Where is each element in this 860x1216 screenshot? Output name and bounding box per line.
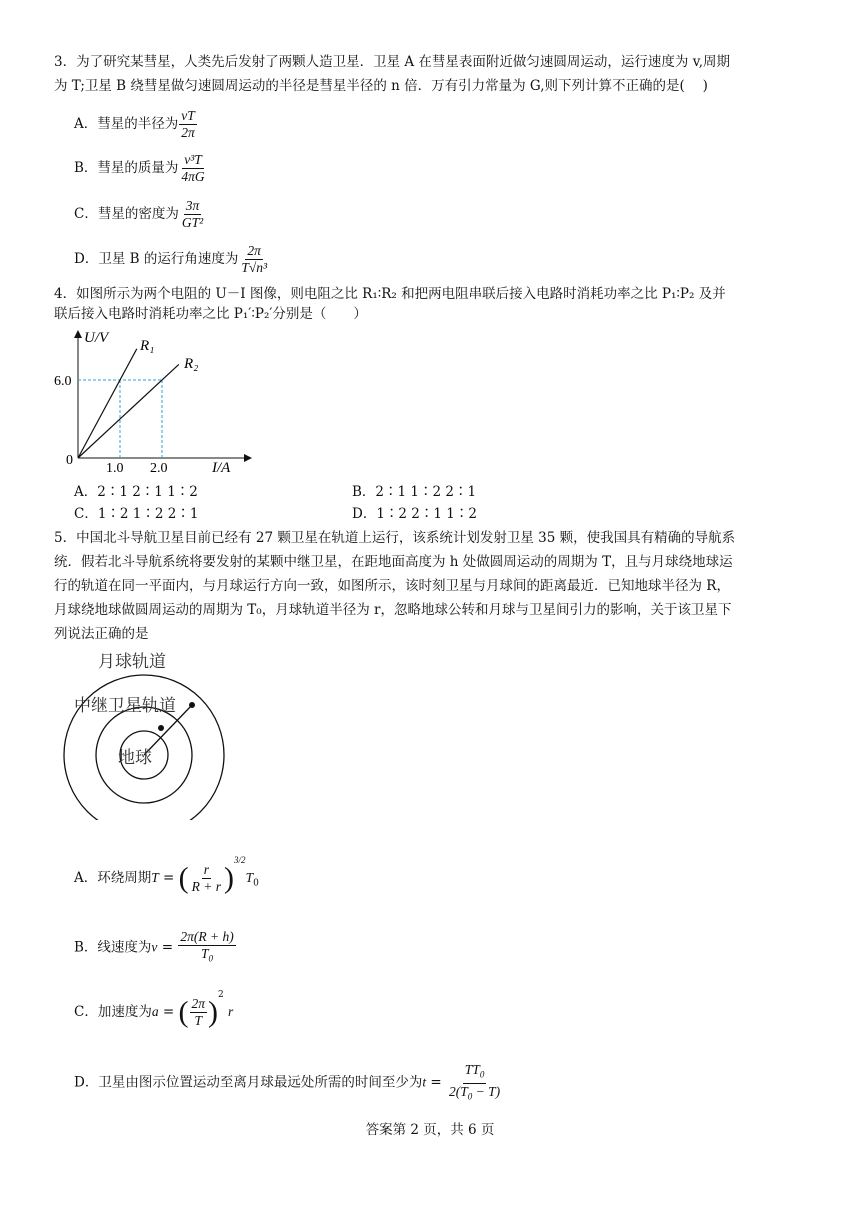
- q3-option-c: C．彗星的密度为 $\frac{3\pi}{\text{GT²}}$: [74, 198, 204, 230]
- r2-line: [78, 364, 179, 458]
- q4-option-d: D．1∶2 2∶1 1∶2: [352, 506, 477, 522]
- relay-satellite: [158, 725, 164, 731]
- q3-option-d: D．卫星 B 的运行角速度为 $\frac{2\pi}{\text{T√n³}}$: [74, 243, 268, 275]
- x-axis-label: I/A: [212, 460, 231, 476]
- q4-option-b: B．2∶1 1∶2 2∶1: [352, 484, 477, 500]
- q4-stem-line1: 4．如图所示为两个电阻的 U－I 图像，则电阻之比 R₁∶R₂ 和把两电阻串联后接入电路时消耗功率之比 P₁∶P₂ 及并: [54, 286, 726, 302]
- origin-label: 0: [66, 453, 73, 468]
- orbit-diagram: [54, 645, 234, 820]
- page-footer: 答案第 2 页，共 6 页: [365, 1122, 495, 1138]
- q4-stem-line2: 联后接入电路时消耗功率之比 P₁′∶P₂′分别是（ ）: [54, 306, 367, 322]
- x-tick-2: 2.0: [150, 461, 168, 476]
- q5-stem-line5: 列说法正确的是: [54, 626, 149, 642]
- q5-stem-line3: 行的轨道在同一平面内，与月球运行方向一致，如图所示，该时刻卫星与月球间的距离最近．已知地球半径为 R，: [54, 578, 730, 594]
- q5-stem-line1: 5．中国北斗导航卫星目前已经有 27 颗卫星在轨道上运行，该系统计划发射卫星 35 颗，使我国具有精确的导航系: [54, 530, 736, 546]
- y-axis-label: U/V: [84, 330, 109, 346]
- r2-label: R₂: [184, 356, 199, 372]
- q5-option-d: D．卫星由图示位置运动至离月球最远处所需的时间至少为t = $\frac{TT_0}{2(T_0 - T)}$: [74, 1062, 501, 1102]
- q3-stem-line1: 3．为了研究某彗星，人类先后发射了两颗人造卫星．卫星 A 在彗星表面附近做匀速圆周运动，运行速度为 v,周期: [54, 54, 731, 70]
- r1-line: [78, 349, 137, 458]
- q4-option-a: A．2∶1 2∶1 1∶2: [74, 484, 198, 500]
- ui-graph: [54, 326, 254, 476]
- q5-stem-line2: 统．假若北斗导航系统将要发射的某颗中继卫星，在距地面高度为 h 处做圆周运动的周期为 T，且与月球绕地球运: [54, 554, 733, 570]
- r1-label: R₁: [140, 338, 155, 354]
- q3-option-a: A．彗星的半径为 $\frac{vT}{2\pi}$: [74, 108, 195, 140]
- relay-orbit-label: 中继卫星轨道: [74, 696, 176, 716]
- earth-label: 地球: [118, 748, 152, 768]
- q5-option-b: B．线速度为v = $\frac{2\pi(R + h)}{T_0}$: [74, 929, 234, 964]
- q5-option-c: C．加速度为a = ( $\frac{2\pi}{T}$ )$^2$ r: [74, 989, 234, 1029]
- x-tick-1: 1.0: [106, 461, 124, 476]
- q4-option-c: C．1∶2 1∶2 2∶1: [74, 506, 199, 522]
- q3-stem-line2: 为 T;卫星 B 绕彗星做匀速圆周运动的半径是彗星半径的 n 倍．万有引力常量为 G,则下列计算不正确的是( ): [54, 78, 708, 94]
- q3-option-b: B．彗星的质量为 $\frac{\text{v³T}}{4\pi G}$: [74, 152, 205, 184]
- q5-option-a: A．环绕周期T = ( $\frac{r}{R + r}$ )$^{3/2}T_0$: [74, 854, 259, 895]
- q5-stem-line4: 月球绕地球做圆周运动的周期为 T₀，月球轨道半径为 r，忽略地球公转和月球与卫星间引力的影响，关于该卫星下: [54, 602, 732, 618]
- moon-orbit-label: 月球轨道: [98, 652, 166, 672]
- y-tick-6: 6.0: [54, 374, 72, 389]
- moon: [189, 702, 195, 708]
